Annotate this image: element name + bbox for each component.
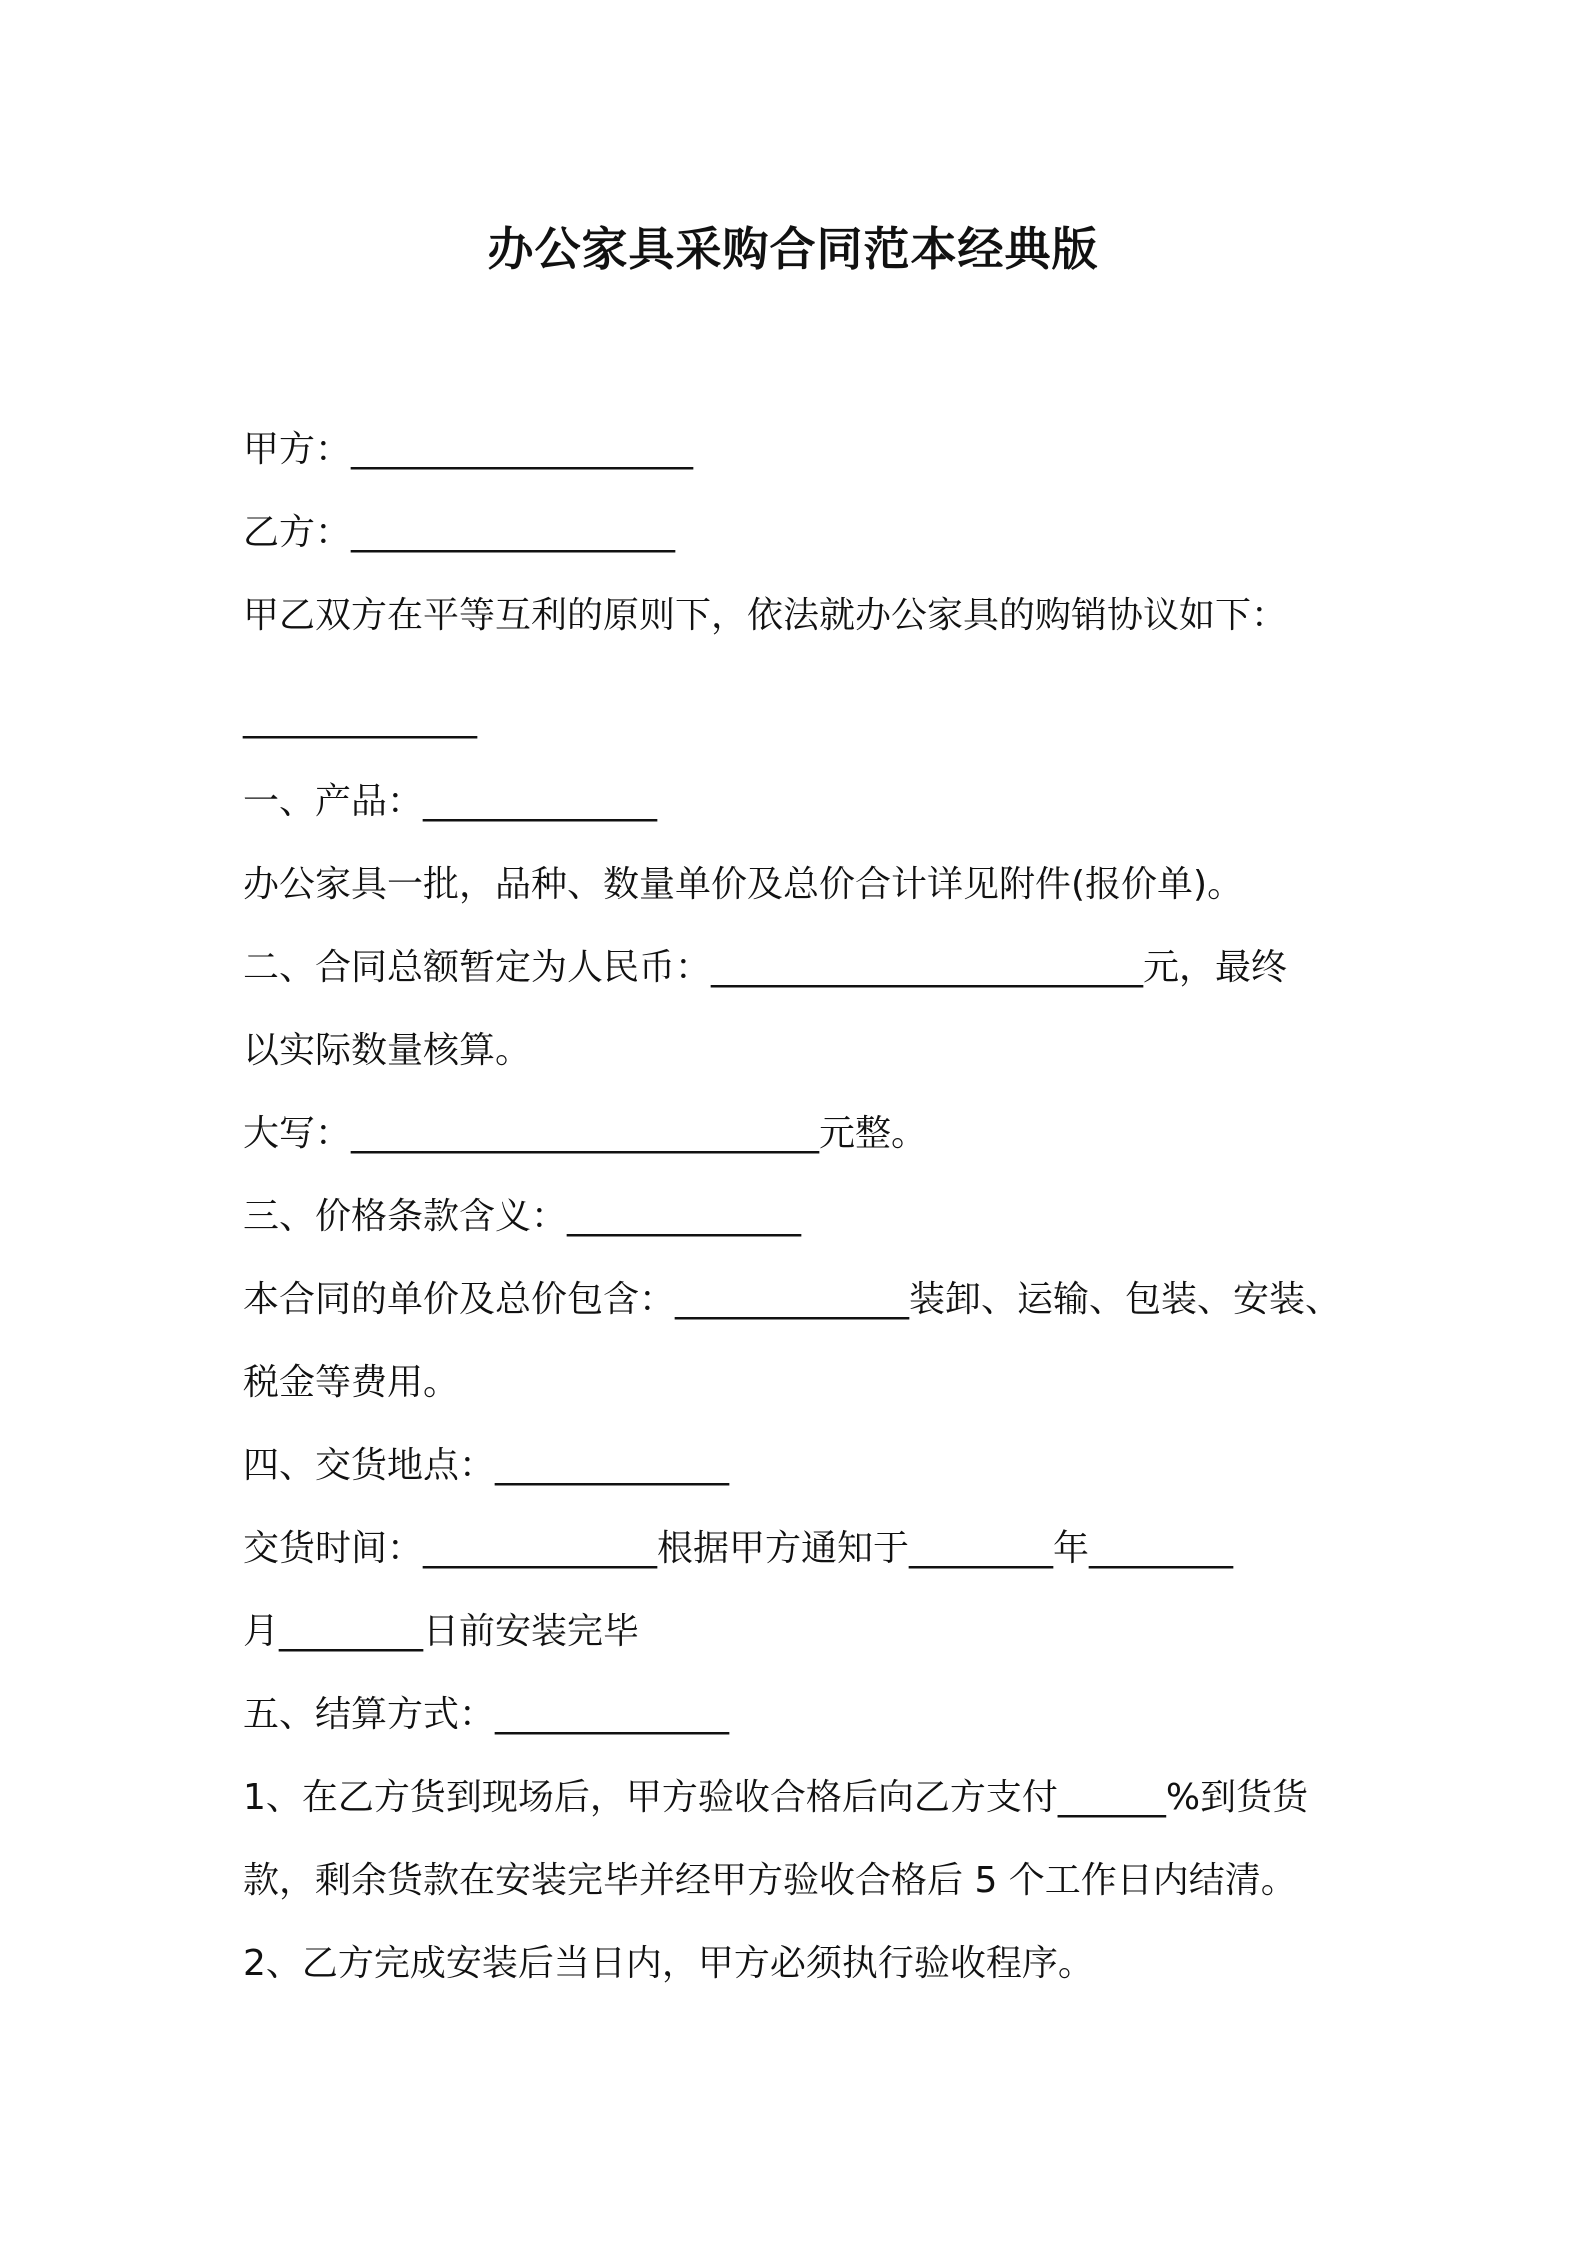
amount-in-words: 大写：__________________________元整。	[243, 1113, 928, 1154]
blank-line: _____________	[243, 698, 477, 739]
section-2-text: 以实际数量核算。	[243, 1030, 532, 1071]
settlement-item-1a: 1、在乙方货到现场后，甲方验收合格后向乙方支付______%到货货	[243, 1777, 1309, 1818]
section-3-text-2: 税金等费用。	[243, 1362, 460, 1403]
section-1-heading: 一、产品：_____________	[243, 781, 658, 822]
section-3-heading: 三、价格条款含义：_____________	[243, 1196, 802, 1237]
delivery-time-2: 月________日前安装完毕	[243, 1611, 640, 1652]
party-b-line: 乙方：__________________	[243, 512, 676, 553]
delivery-time-1: 交货时间：_____________根据甲方通知于________年________	[243, 1528, 1234, 1569]
settlement-item-2: 2、乙方完成安装后当日内，甲方必须执行验收程序。	[243, 1943, 1094, 1984]
intro-line: 甲乙双方在平等互利的原则下，依法就办公家具的购销协议如下：	[243, 595, 1288, 636]
party-a-line: 甲方：___________________	[243, 429, 694, 470]
section-2-heading: 二、合同总额暂定为人民币：________________________元，最终	[243, 947, 1288, 988]
document-title: 办公家具采购合同范本经典版	[487, 222, 1099, 276]
section-4-heading: 四、交货地点：_____________	[243, 1445, 730, 1486]
section-1-text: 办公家具一批，品种、数量单价及总价合计详见附件(报价单)。	[243, 864, 1244, 905]
spacer	[243, 657, 1363, 677]
section-3-text-1: 本合同的单价及总价包含：_____________装卸、运输、包装、安装、	[243, 1279, 1342, 1320]
document-body	[243, 408, 1363, 2005]
section-5-heading: 五、结算方式：_____________	[243, 1694, 730, 1735]
settlement-item-1b: 款，剩余货款在安装完毕并经甲方验收合格后 5 个工作日内结清。	[243, 1860, 1297, 1901]
